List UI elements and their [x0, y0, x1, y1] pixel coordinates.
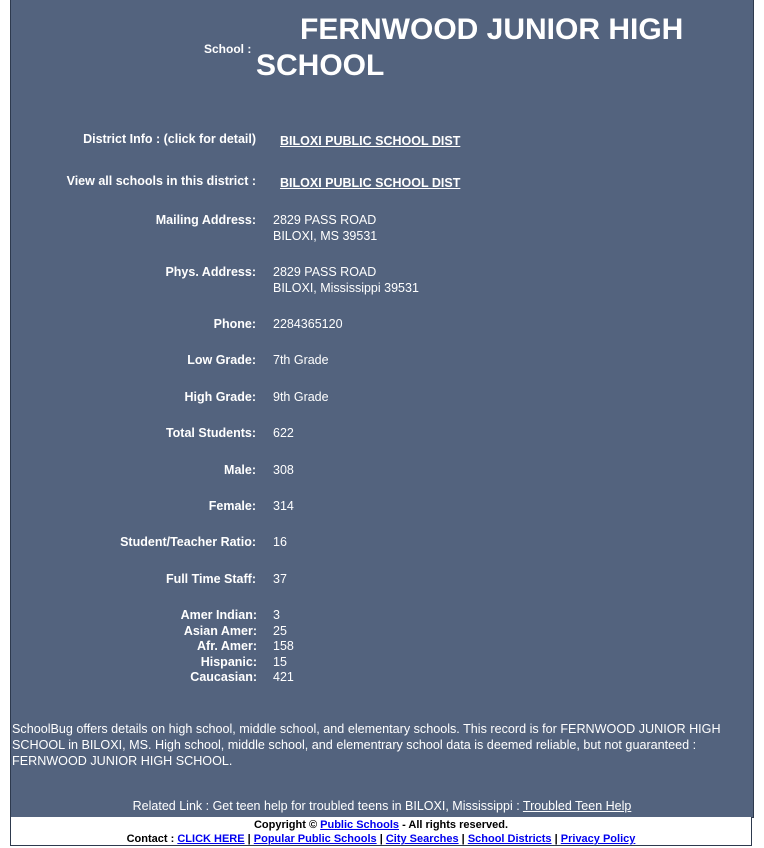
footer-separator: | — [554, 833, 558, 845]
phone-label: Phone: — [213, 317, 256, 331]
copyright-prefix: Copyright © — [253, 819, 318, 831]
high-grade-label: High Grade: — [184, 390, 256, 404]
school-name-line2: SCHOOL — [256, 49, 385, 82]
amer-indian-label: Amer Indian: — [180, 608, 257, 622]
full-time-staff-value: 37 — [273, 572, 287, 586]
footer-separator: | — [247, 833, 251, 845]
school-detail-panel — [10, 0, 754, 818]
hispanic-label: Hispanic: — [200, 654, 257, 669]
mailing-address-label: Mailing Address: — [155, 213, 256, 227]
phone-value: 2284365120 — [273, 317, 343, 331]
student-teacher-ratio-label: Student/Teacher Ratio: — [120, 535, 256, 549]
low-grade-value: 7th Grade — [273, 353, 329, 367]
total-students-label: Total Students: — [165, 426, 256, 440]
school-districts-link[interactable]: School Districts — [467, 833, 552, 845]
mailing-address-line2: BILOXI, MS 39531 — [273, 229, 378, 243]
view-all-label: View all schools in this district : — [66, 174, 256, 188]
footer-separator: | — [379, 833, 383, 845]
phys-address-line2: BILOXI, Mississippi 39531 — [273, 281, 419, 295]
contact-line — [11, 832, 751, 846]
copyright-suffix: - All rights reserved. — [402, 819, 509, 831]
troubled-teen-help-link[interactable]: Troubled Teen Help — [522, 799, 632, 813]
phys-address-label: Phys. Address: — [165, 265, 256, 279]
footer-separator: | — [461, 833, 465, 845]
view-all-schools-link[interactable]: BILOXI PUBLIC SCHOOL DIST — [280, 176, 461, 190]
school-description: SchoolBug offers details on high school, middle school, and elementary schools. This record is for FERNWOOD JUNIOR HIGH SCHOOL in BILOXI, MS. High school, middle school, and elementrary school data is deemed reliable, but not guaranteed : FERNWOOD JUNIOR HIGH SCHOOL. — [12, 722, 721, 768]
male-value: 308 — [273, 463, 294, 477]
related-link-text: Related Link : Get teen help for troubled teens in BILOXI, Mississippi : — [132, 799, 520, 813]
high-grade-value: 9th Grade — [273, 390, 329, 404]
privacy-policy-link[interactable]: Privacy Policy — [560, 833, 636, 845]
total-students-value: 622 — [273, 426, 294, 440]
afr-amer-label: Afr. Amer: — [197, 639, 257, 653]
male-label: Male: — [224, 463, 256, 477]
afr-amer-value: 158 — [273, 639, 294, 653]
asian-amer-value: 25 — [273, 623, 287, 638]
district-info-link[interactable]: BILOXI PUBLIC SCHOOL DIST — [280, 134, 461, 148]
public-schools-link[interactable]: Public Schools — [320, 819, 399, 831]
caucasian-label: Caucasian: — [190, 670, 257, 684]
female-value: 314 — [273, 499, 294, 513]
amer-indian-value: 3 — [273, 608, 280, 622]
contact-label: Contact : — [126, 833, 175, 845]
city-searches-link[interactable]: City Searches — [385, 833, 459, 845]
mailing-address-line1: 2829 PASS ROAD — [273, 213, 377, 227]
full-time-staff-label: Full Time Staff: — [165, 572, 256, 586]
district-info-label: District Info : (click for detail) — [83, 132, 256, 146]
footer — [10, 817, 752, 846]
mailing-address-value — [273, 212, 377, 244]
click-here-link[interactable]: CLICK HERE — [177, 833, 245, 845]
asian-amer-label: Asian Amer: — [183, 623, 257, 638]
school-name-line1: FERNWOOD JUNIOR HIGH — [300, 13, 684, 46]
copyright-line — [11, 818, 751, 832]
student-teacher-ratio-value: 16 — [273, 535, 287, 549]
low-grade-label: Low Grade: — [187, 353, 256, 367]
hispanic-value: 15 — [273, 654, 287, 669]
female-label: Female: — [208, 499, 256, 513]
related-link-row — [11, 799, 753, 813]
popular-public-schools-link[interactable]: Popular Public Schools — [253, 833, 377, 845]
school-label: School : — [204, 42, 252, 56]
phys-address-value — [273, 264, 419, 296]
phys-address-line1: 2829 PASS ROAD — [273, 265, 377, 279]
caucasian-value: 421 — [273, 670, 294, 684]
